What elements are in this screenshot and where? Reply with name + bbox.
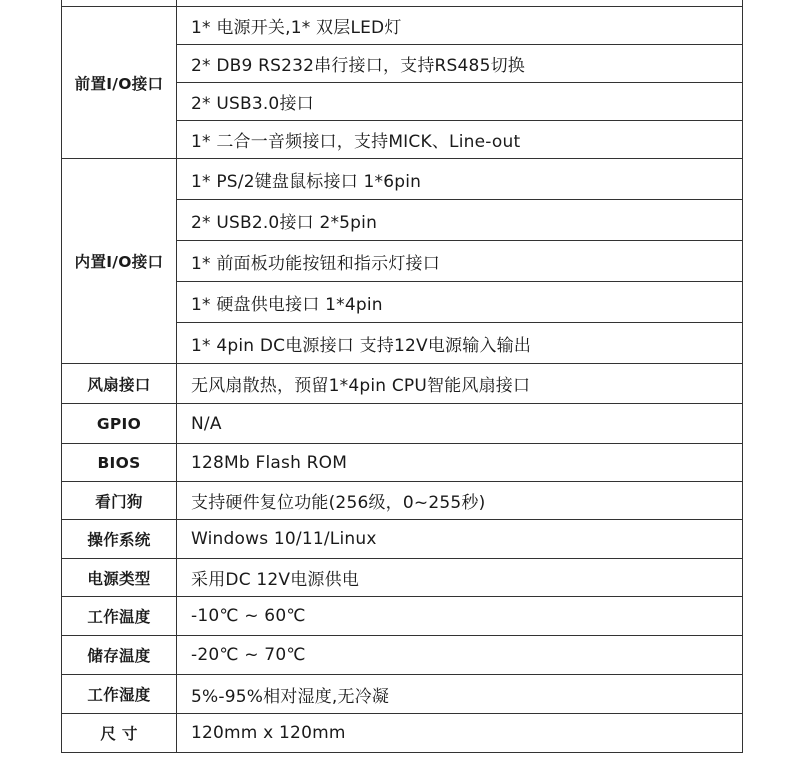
spec-value: N/A (177, 404, 743, 444)
os-label: 操作系统 (62, 520, 177, 559)
front-io-label: 前置I/O接口 (62, 7, 177, 159)
spec-row (62, 714, 743, 753)
spec-value: 支持硬件复位功能(256级，0~255秒) (177, 482, 743, 520)
spec-row (62, 404, 743, 444)
spec-row (62, 520, 743, 559)
spec-value: 5%-95%相对湿度,无冷凝 (177, 675, 743, 714)
spec-value: 2* DB9 RS232串行接口，支持RS485切换 (177, 45, 743, 83)
spec-value: 1* 4pin DC电源接口 支持12V电源输入输出 (177, 323, 743, 364)
storage-temp-label: 储存温度 (62, 636, 177, 675)
spec-row (62, 159, 743, 200)
spec-row (62, 675, 743, 714)
dimensions-label: 尺 寸 (62, 714, 177, 753)
spec-value: Windows 10/11/Linux (177, 520, 743, 559)
spec-value: 1* PS/2键盘鼠标接口 1*6pin (177, 159, 743, 200)
spec-row (62, 444, 743, 482)
power-type-label: 电源类型 (62, 559, 177, 597)
spec-row (62, 364, 743, 404)
operating-humidity-label: 工作湿度 (62, 675, 177, 714)
spec-value: -20℃ ~ 70℃ (177, 636, 743, 675)
spec-value: 1* 二合一音频接口，支持MICK、Line-out (177, 121, 743, 159)
spec-row (62, 559, 743, 597)
spec-value: 采用DC 12V电源供电 (177, 559, 743, 597)
internal-io-label: 内置I/O接口 (62, 159, 177, 364)
spec-row (62, 7, 743, 45)
spec-row (62, 482, 743, 520)
spec-value: 128Mb Flash ROM (177, 444, 743, 482)
spec-value: 1* 硬盘供电接口 1*4pin (177, 282, 743, 323)
spec-value: 2* USB2.0接口 2*5pin (177, 200, 743, 241)
fan-port-label: 风扇接口 (62, 364, 177, 404)
gpio-label: GPIO (62, 404, 177, 444)
spec-value: 2* USB3.0接口 (177, 83, 743, 121)
watchdog-label: 看门狗 (62, 482, 177, 520)
spec-value: -10℃ ~ 60℃ (177, 597, 743, 636)
spec-value: 1* 电源开关,1* 双层LED灯 (177, 7, 743, 45)
operating-temp-label: 工作温度 (62, 597, 177, 636)
spec-value: 无风扇散热，预留1*4pin CPU智能风扇接口 (177, 364, 743, 404)
spec-table (61, 0, 743, 753)
bios-label: BIOS (62, 444, 177, 482)
spec-value: 120mm x 120mm (177, 714, 743, 753)
spec-value: 1* 前面板功能按钮和指示灯接口 (177, 241, 743, 282)
spec-table-body (62, 0, 743, 753)
spec-row (62, 636, 743, 675)
spec-row (62, 597, 743, 636)
